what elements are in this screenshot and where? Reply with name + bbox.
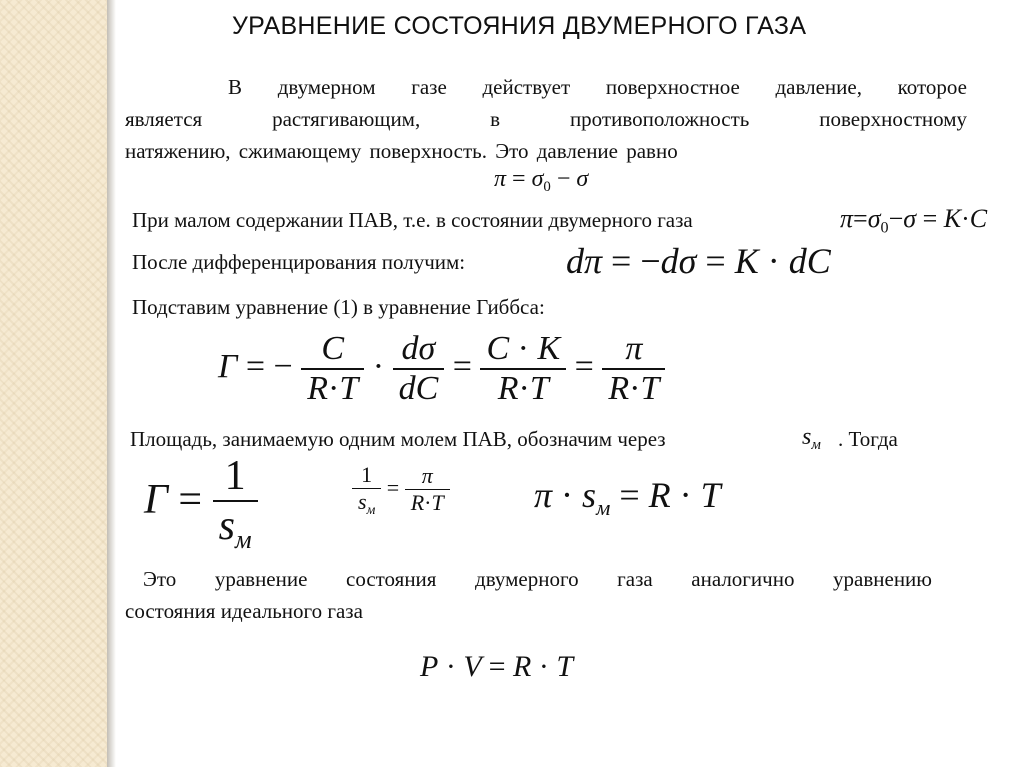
intro-line-1: В двумерном газе действует поверхностное давление, которое [228, 75, 967, 99]
area-text: Площадь, занимаемую одним молем ПАВ, обозначим через [130, 427, 666, 451]
slide-title: УРАВНЕНИЕ СОСТОЯНИЯ ДВУМЕРНОГО ГАЗА [232, 12, 807, 40]
area-symbol: $s_м$ [802, 424, 821, 454]
formula-ideal-gas: P · V = R · T [420, 650, 574, 683]
gibbs-text: Подставим уравнение (1) в уравнение Гиббса: [132, 295, 545, 319]
band-shadow [107, 0, 116, 767]
formula-gibbs: Γ = − $\frac{C}{R\cdot T}$ · $\frac{d\sigma}{dC}$ = $\frac{C \cdot K}{R\cdot T}$ = $\frac{\pi}{R\cdot T}$ [218, 330, 665, 408]
area-then-text: . Тогда [838, 427, 898, 451]
analogy-line-1: Это уравнение состояния двумерного газа аналогично уравнению [143, 567, 932, 591]
formula-inverse-s: $\frac{1}{s_м}$ = $\frac{\pi}{R\cdot T}$ [352, 462, 450, 518]
formula-gamma-s: Γ = $\frac{1}{s_м}$ [144, 452, 258, 555]
intro-line-3: натяжению, сжимающему поверхность. Это давление равно [125, 139, 678, 163]
formula-differentiation: dπ = −dσ = K · dC [566, 241, 831, 281]
decorative-left-band [0, 0, 107, 767]
low-content-text: При малом содержании ПАВ, т.е. в состоянии двумерного газа [132, 208, 693, 232]
intro-line-2: является растягивающим, в противоположность поверхностному [125, 107, 967, 131]
differentiation-text: После дифференцирования получим: [132, 250, 466, 274]
formula-pi-s: $\pi \cdot s_м = R \cdot T$ [534, 475, 721, 520]
formula-pi-low-content: $\pi=\sigma_0-\sigma = K\cdot C$ [840, 204, 988, 237]
formula-pi-definition: $\pi = \sigma_0 - \sigma$ [494, 166, 589, 196]
analogy-line-2: состояния идеального газа [125, 599, 363, 623]
